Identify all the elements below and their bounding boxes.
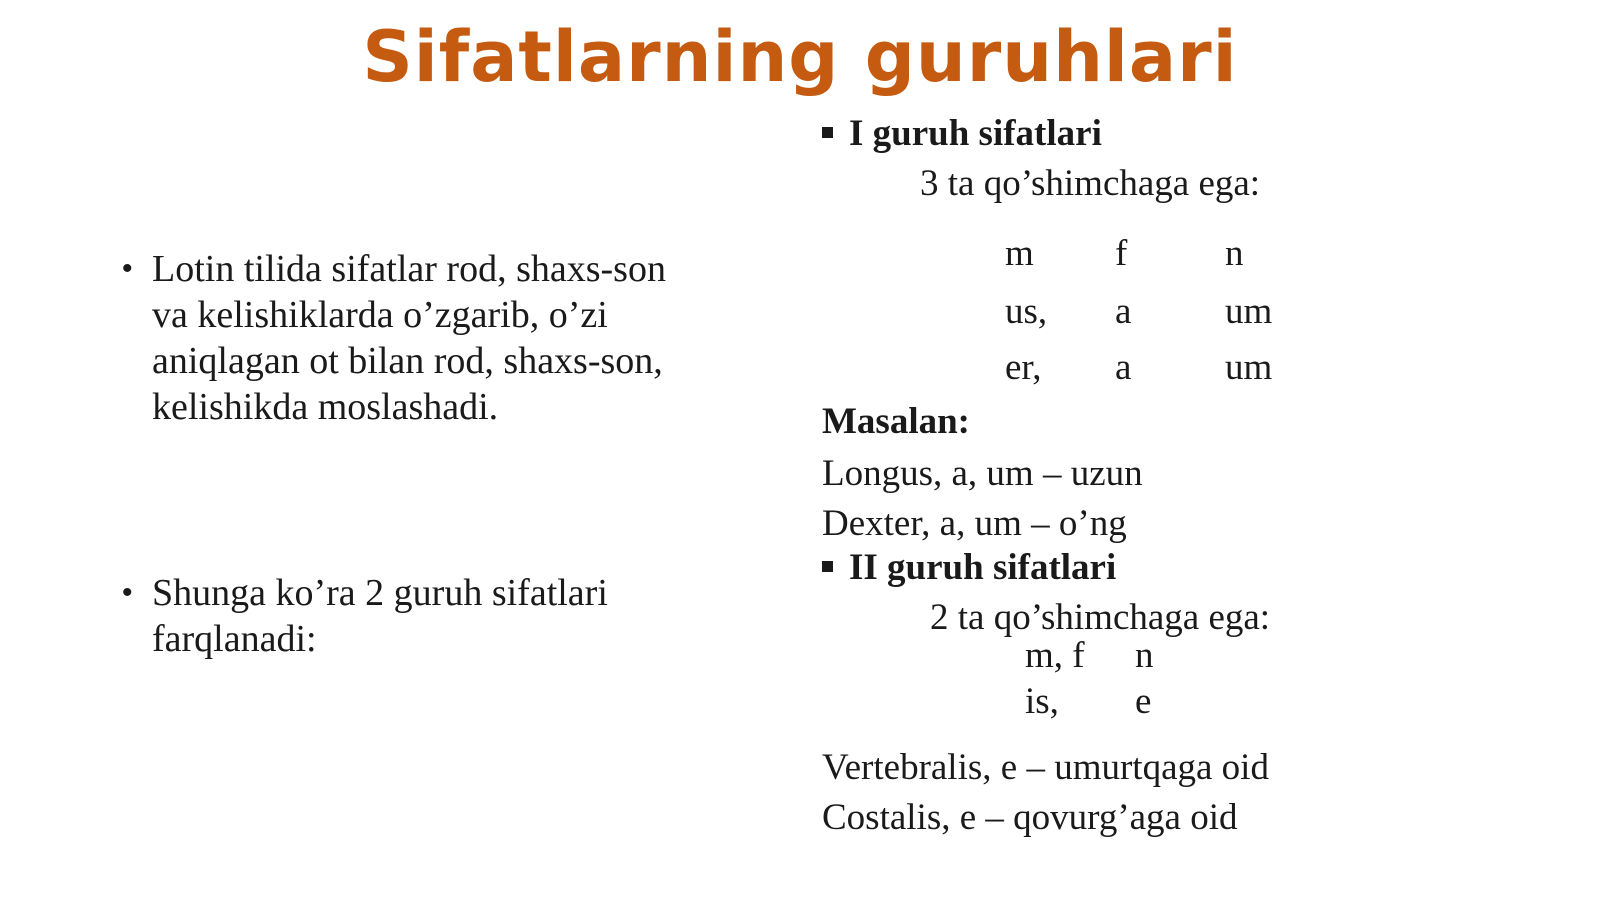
example-line: Longus, a, um – uzun (822, 453, 1143, 494)
bullet-item (122, 570, 732, 662)
group1-heading-text: I guruh sifatlari (849, 113, 1102, 154)
example-line: Dexter, a, um – o’ng (822, 503, 1127, 544)
group1-table-cell: a (1115, 347, 1132, 388)
bullet-line: kelishikda moslashadi. (152, 386, 499, 428)
group1-table-cell: um (1225, 291, 1273, 332)
group1-table-cell: er, (1005, 347, 1042, 388)
group1-heading (822, 112, 1102, 156)
group2-table-cell: is, (1025, 681, 1059, 722)
bullet-dot-icon: • (122, 252, 133, 285)
group1-table-cell: um (1225, 347, 1273, 388)
bullet-line: farqlanadi: (152, 618, 317, 660)
group2-table-header-n: n (1135, 635, 1154, 676)
group2-table-cell: e (1135, 681, 1152, 722)
square-bullet-icon (822, 127, 833, 138)
bullet-line: Shunga ko’ra 2 guruh sifatlari (152, 572, 608, 614)
example-label: Masalan: (822, 401, 970, 442)
square-bullet-icon (822, 561, 833, 572)
group1-subtitle: 3 ta qo’shimchaga ega: (920, 163, 1261, 204)
group1-table-cell: us, (1005, 291, 1048, 332)
example-line: Vertebralis, e – umurtqaga oid (822, 747, 1269, 788)
group2-table-header-mf: m, f (1025, 635, 1085, 676)
group1-table-header-f: f (1115, 233, 1128, 274)
group1-table-header-n: n (1225, 233, 1244, 274)
bullet-line: va kelishiklarda o’zgarib, o’zi (152, 294, 608, 336)
bullet-line: aniqlagan ot bilan rod, shaxs-son, (152, 340, 663, 382)
bullet-dot-icon: • (122, 576, 133, 609)
group1-table-header-m: m (1005, 233, 1034, 274)
group2-subtitle: 2 ta qo’shimchaga ega: (930, 597, 1271, 638)
example-line: Costalis, e – qovurg’aga oid (822, 797, 1238, 838)
bullet-item (122, 246, 732, 430)
group2-heading-text: II guruh sifatlari (849, 547, 1117, 588)
group1-table-cell: a (1115, 291, 1132, 332)
group2-heading (822, 546, 1116, 590)
slide-title: Sifatlarning guruhlari (362, 16, 1238, 98)
bullet-line: Lotin tilida sifatlar rod, shaxs-son (152, 248, 666, 290)
